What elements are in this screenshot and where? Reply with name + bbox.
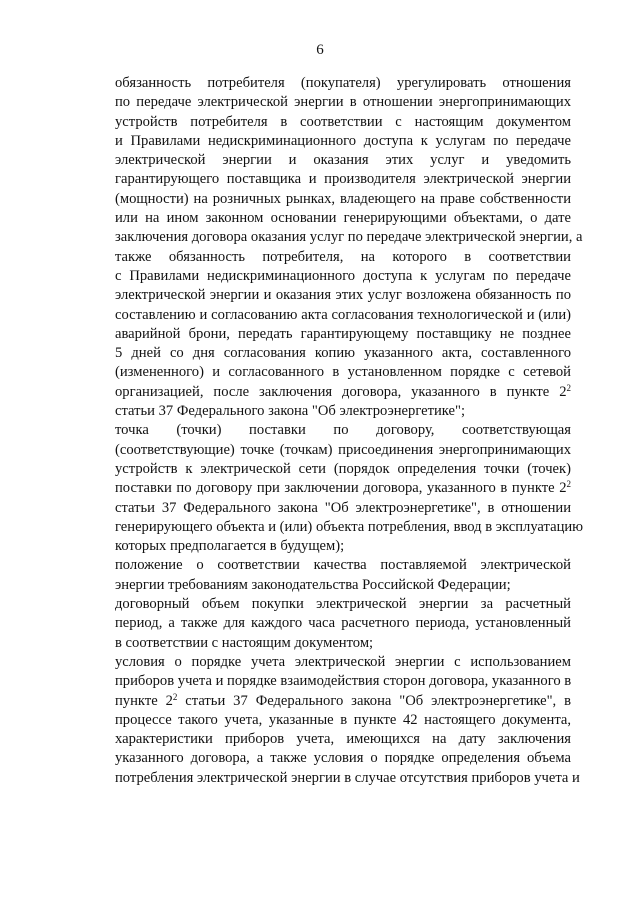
text-line: также обязанность потребителя, на которого в соответствии <box>115 248 571 265</box>
text-line: период, а также для каждого часа расчетного периода, установленный <box>115 615 571 632</box>
text-line: гарантирующего поставщика и производителя электрической энергии <box>115 171 571 188</box>
text-line: электрической энергии и оказания этих услуг и уведомить <box>115 152 571 169</box>
text-line: статьи 37 Федерального закона "Об электроэнергетике", в отношении <box>115 499 571 516</box>
text-line: с Правилами недискриминационного доступа к услугам по передаче <box>115 267 571 284</box>
text-line: приборов учета и порядке взаимодействия сторон договора, указанного в <box>115 673 572 690</box>
line-text-tail: статьи 37 Федерального закона "Об электроэнергетике", в <box>177 692 572 709</box>
superscript: 2 <box>566 479 571 490</box>
paragraph <box>77 74 583 421</box>
text-line: точка (точки) поставки по договору, соответствующая <box>115 422 571 439</box>
superscript: 2 <box>172 691 178 702</box>
text-line-with-superscript <box>77 692 571 711</box>
document-body <box>77 74 584 788</box>
superscript: 2 <box>566 382 571 393</box>
text-line: потребления электрической энергии в случае отсутствия приборов учета и <box>115 769 580 786</box>
text-line: (мощности) на розничных рынках, владеющего на праве собственности <box>115 190 571 207</box>
text-line: устройств потребителя в соответствии с настоящим документом <box>115 113 571 130</box>
text-line: и Правилами недискриминационного доступа к услугам по передаче <box>115 132 571 149</box>
page-number: 6 <box>316 42 324 58</box>
paragraph <box>77 421 584 556</box>
line-text: поставки по договору при заключении договора, указанного в пункте 2 <box>115 480 567 497</box>
text-line: (измененного) и согласованного в установленном порядке с сетевой <box>115 364 571 381</box>
text-line: договорный объем покупки электрической энергии за расчетный <box>115 596 571 613</box>
text-line: в соответствии с настоящим документом; <box>115 634 374 651</box>
text-line: или на ином законном основании генерирующими объектами, о дате <box>115 210 571 227</box>
line-text: организацией, после заключения договора, указанного в пункте 2 <box>115 383 567 400</box>
text-line: энергии требованиям законодательства Российской Федерации; <box>115 576 511 593</box>
paragraph <box>77 556 571 595</box>
text-line: заключения договора оказания услуг по передаче электрической энергии, а <box>115 229 583 246</box>
text-line: устройств к электрической сети (порядок определения точки (точек) <box>115 460 571 477</box>
text-line: (соответствующие) точке (точкам) присоединения энергопринимающих <box>115 441 571 458</box>
text-line: аварийной брони, передать гарантирующему поставщику не позднее <box>115 325 571 342</box>
text-line-with-superscript <box>77 479 571 498</box>
text-line: процессе такого учета, указанные в пункте 42 настоящего документа, <box>115 711 571 728</box>
text-line: условия о порядке учета электрической энергии с использованием <box>115 653 571 670</box>
text-line: положение о соответствии качества поставляемой электрической <box>115 557 571 574</box>
text-line: характеристики приборов учета, имеющихся на дату заключения <box>115 731 571 748</box>
line-text: пункте 2 <box>115 692 173 709</box>
text-line: электрической энергии и оказания этих услуг возложена обязанность по <box>115 287 571 304</box>
text-line-with-superscript <box>77 383 571 402</box>
paragraph <box>77 595 571 653</box>
text-line: составлению и согласованию акта согласования технологической и (или) <box>115 306 571 323</box>
text-line: которых предполагается в будущем); <box>115 538 345 555</box>
text-line: обязанность потребителя (покупателя) урегулировать отношения <box>115 75 571 91</box>
text-line: генерирующего объекта и (или) объекта потребления, ввод в эксплуатацию <box>115 518 584 535</box>
text-line: статьи 37 Федерального закона "Об электроэнергетике"; <box>115 403 465 420</box>
text-line: 5 дней со дня согласования копию указанного акта, составленного <box>115 345 571 362</box>
text-line: указанного договора, а также условия о порядке определения объема <box>115 750 571 767</box>
text-line: по передаче электрической энергии в отношении энергопринимающих <box>115 94 571 111</box>
paragraph <box>77 653 580 788</box>
